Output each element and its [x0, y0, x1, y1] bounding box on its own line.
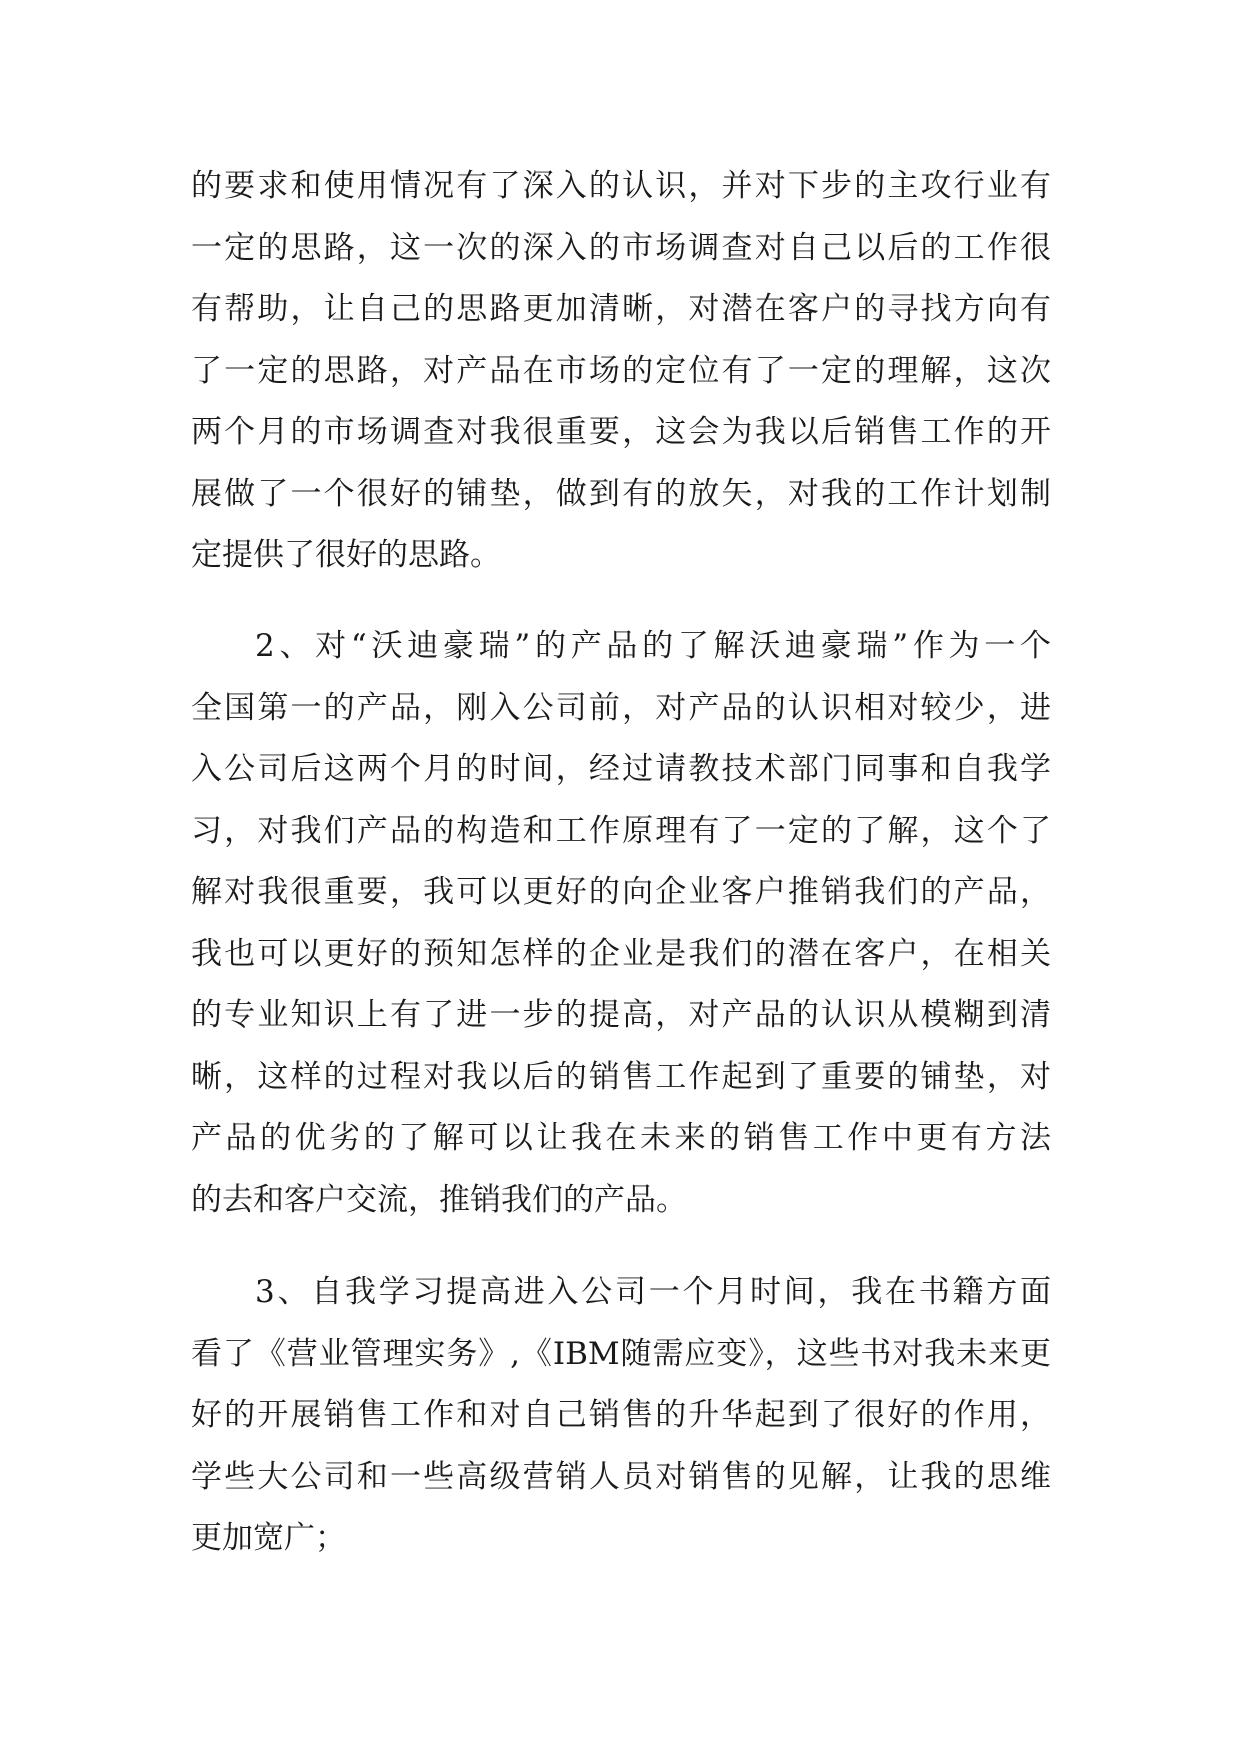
text-line: 全国第一的产品，刚入公司前，对产品的认识相对较少，进	[191, 689, 1051, 726]
text-line: 晰，这样的过程对我以后的销售工作起到了重要的铺垫，对	[191, 1058, 1051, 1095]
text-line: 好的开展销售工作和对自己销售的升华起到了很好的作用，	[191, 1397, 1051, 1433]
text-line: 有帮助，让自己的思路更加清晰，对潜在客户的寻找方向有	[191, 291, 1051, 327]
text-line: 的专业知识上有了进一步的提高，对产品的认识从模糊到清	[191, 997, 1051, 1033]
text-line: 学些大公司和一些高级营销人员对销售的见解，让我的思维	[191, 1458, 1051, 1495]
text-line: 3、自我学习提高进入公司一个月时间，我在书籍方面	[255, 1274, 1051, 1310]
paragraph-1	[191, 156, 1051, 587]
text-line: 解对我很重要，我可以更好的向企业客户推销我们的产品，	[191, 874, 1051, 910]
text-line: 两个月的市场调查对我很重要，这会为我以后销售工作的开	[191, 414, 1051, 450]
text-line: 2、对“沃迪豪瑞”的产品的了解沃迪豪瑞”作为一个	[255, 628, 1051, 664]
text-line: 习，对我们产品的构造和工作原理有了一定的了解，这个了	[191, 812, 1051, 849]
text-line: 入公司后这两个月的时间，经过请教技术部门同事和自我学	[191, 751, 1051, 787]
text-line: 的要求和使用情况有了深入的认识，并对下步的主攻行业有	[191, 168, 1051, 204]
text-line: 产品的优劣的了解可以让我在未来的销售工作中更有方法	[191, 1120, 1051, 1156]
text-line: 的去和客户交流，推销我们的产品。	[191, 1181, 687, 1218]
paragraph-2	[191, 616, 1051, 1231]
text-line: 我也可以更好的预知怎样的企业是我们的潜在客户，在相关	[191, 935, 1051, 972]
text-line: 更加宽广；	[191, 1520, 346, 1556]
text-line: 一定的思路，这一次的深入的市场调查对自己以后的工作很	[191, 229, 1051, 266]
text-line: 展做了一个很好的铺垫，做到有的放矢，对我的工作计划制	[191, 475, 1051, 512]
text-line: 了一定的思路，对产品在市场的定位有了一定的理解，这次	[191, 352, 1051, 389]
paragraph-3	[191, 1262, 1051, 1570]
text-line: 定提供了很好的思路。	[191, 537, 501, 573]
text-line: 看了《营业管理实务》,《IBM随需应变》，这些书对我未来更	[191, 1335, 1051, 1372]
